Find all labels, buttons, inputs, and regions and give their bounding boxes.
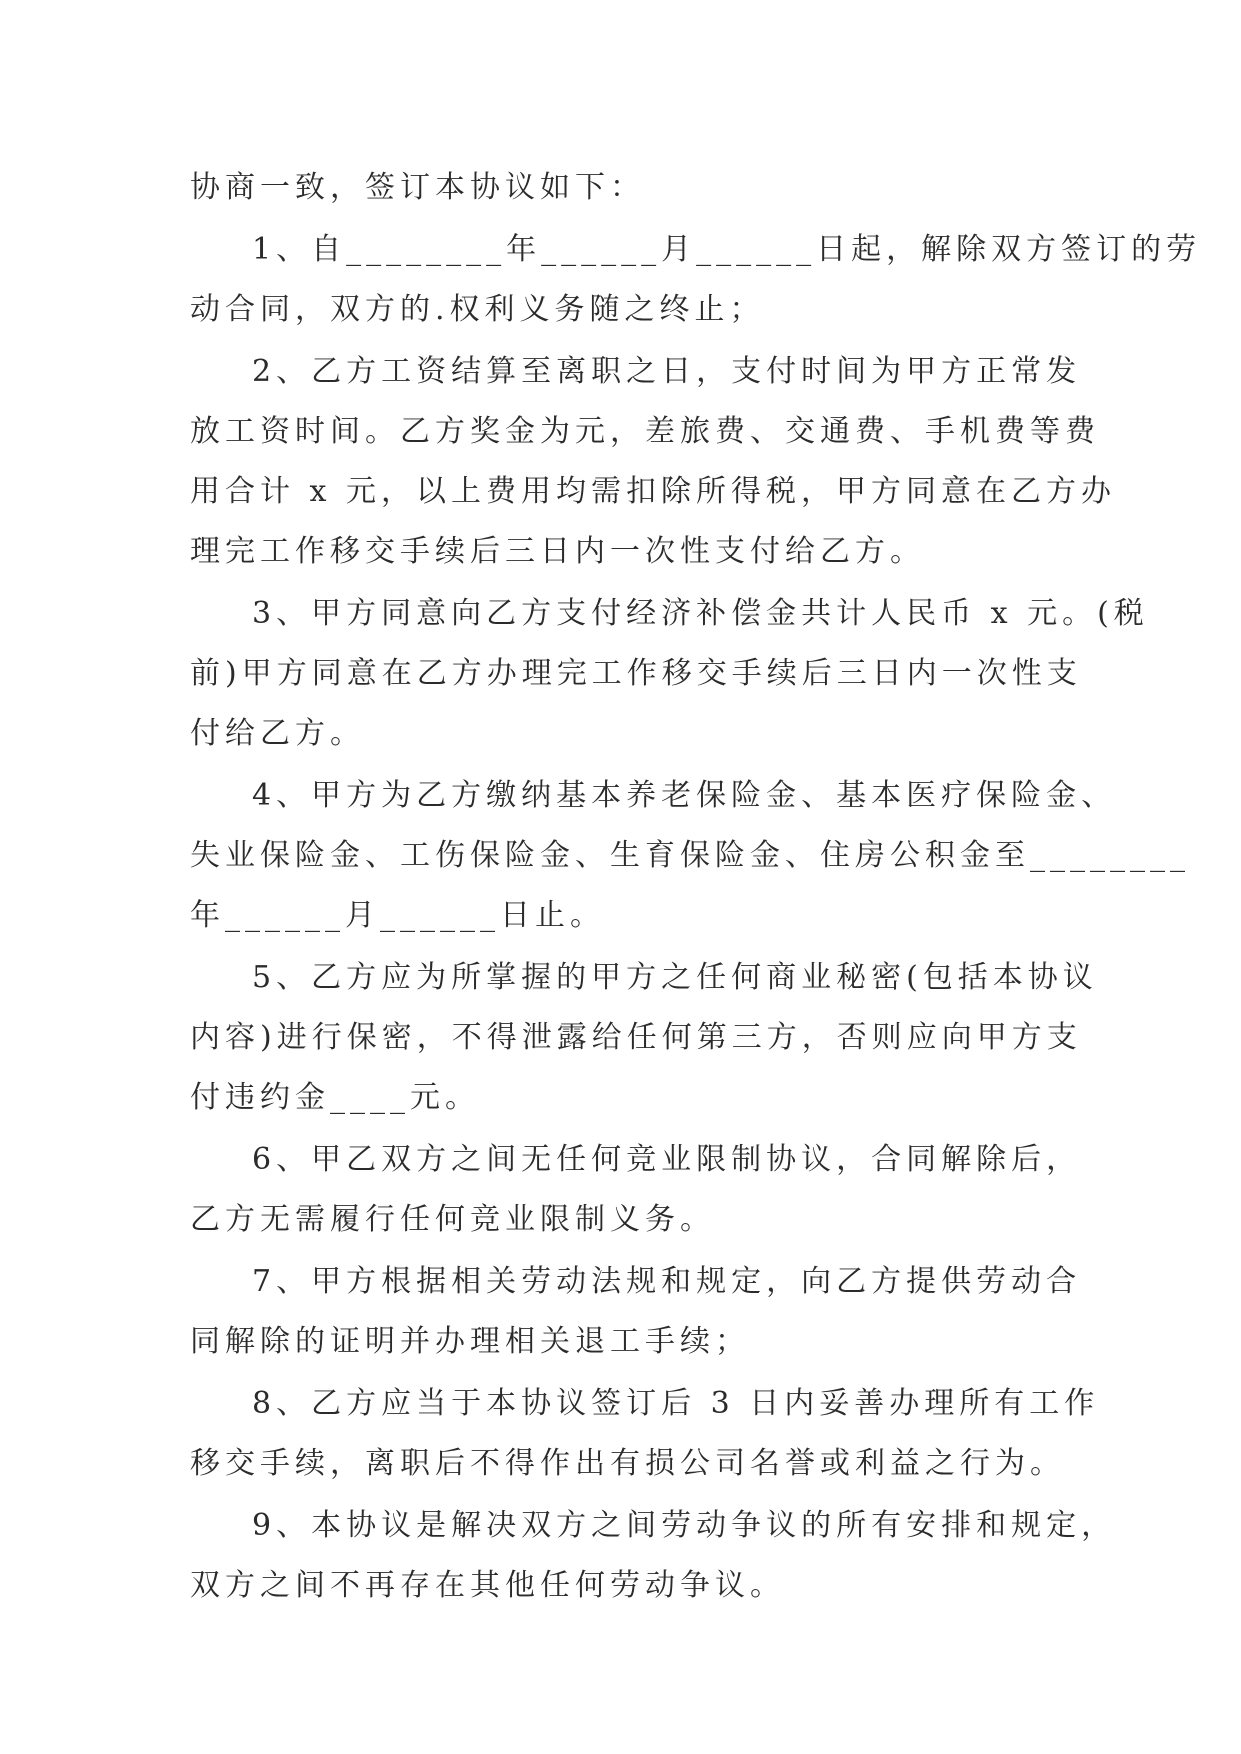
clause-line: 付违约金____元。 [190,1080,480,1115]
clause-5 [190,948,1098,1128]
clause-line: 9、本协议是解决双方之间劳动争议的所有安排和规定， [252,1508,1117,1543]
clause-line: 前)甲方同意在乙方办理完工作移交手续后三日内一次性支 [190,656,1082,691]
document-body [190,158,1202,1616]
clause-line: 1、自________年______月______日起，解除双方签订的劳 [252,232,1202,267]
clause-6 [190,1130,1082,1250]
intro-line: 协商一致，签订本协议如下： [190,170,645,205]
clause-4 [190,766,1190,946]
clause-line: 用合计 x 元，以上费用均需扣除所得税，甲方同意在乙方办 [190,474,1116,509]
clause-1 [190,220,1202,340]
clause-line: 同解除的证明并办理相关退工手续； [190,1324,750,1359]
clause-line: 2、乙方工资结算至离职之日，支付时间为甲方正常发 [252,354,1082,389]
clause-line: 付给乙方。 [190,716,365,751]
clause-line: 失业保险金、工伤保险金、生育保险金、住房公积金至________ [190,838,1190,873]
clause-2 [190,342,1116,582]
clause-8 [190,1374,1100,1494]
clause-line: 双方之间不再存在其他任何劳动争议。 [190,1568,785,1603]
clause-line: 乙方无需履行任何竞业限制义务。 [190,1202,715,1237]
clause-line: 年______月______日止。 [190,898,605,933]
clause-line: 移交手续，离职后不得作出有损公司名誉或利益之行为。 [190,1446,1065,1481]
clause-line: 7、甲方根据相关劳动法规和规定，向乙方提供劳动合 [252,1264,1082,1299]
clause-line: 动合同，双方的.权利义务随之终止； [190,292,765,327]
clause-line: 放工资时间。乙方奖金为元，差旅费、交通费、手机费等费 [190,414,1100,449]
clause-line: 3、甲方同意向乙方支付经济补偿金共计人民币 x 元。(税 [252,596,1149,631]
clause-line: 8、乙方应当于本协议签订后 3 日内妥善办理所有工作 [252,1386,1100,1421]
clause-line: 5、乙方应为所掌握的甲方之任何商业秘密(包括本协议 [252,960,1098,995]
clause-9 [190,1496,1117,1616]
clause-7 [190,1252,1082,1372]
clause-line: 内容)进行保密，不得泄露给任何第三方，否则应向甲方支 [190,1020,1082,1055]
clause-3 [190,584,1149,764]
clause-line: 6、甲乙双方之间无任何竞业限制协议，合同解除后， [252,1142,1082,1177]
clause-line: 理完工作移交手续后三日内一次性支付给乙方。 [190,534,925,569]
clause-line: 4、甲方为乙方缴纳基本养老保险金、基本医疗保险金、 [252,778,1117,813]
